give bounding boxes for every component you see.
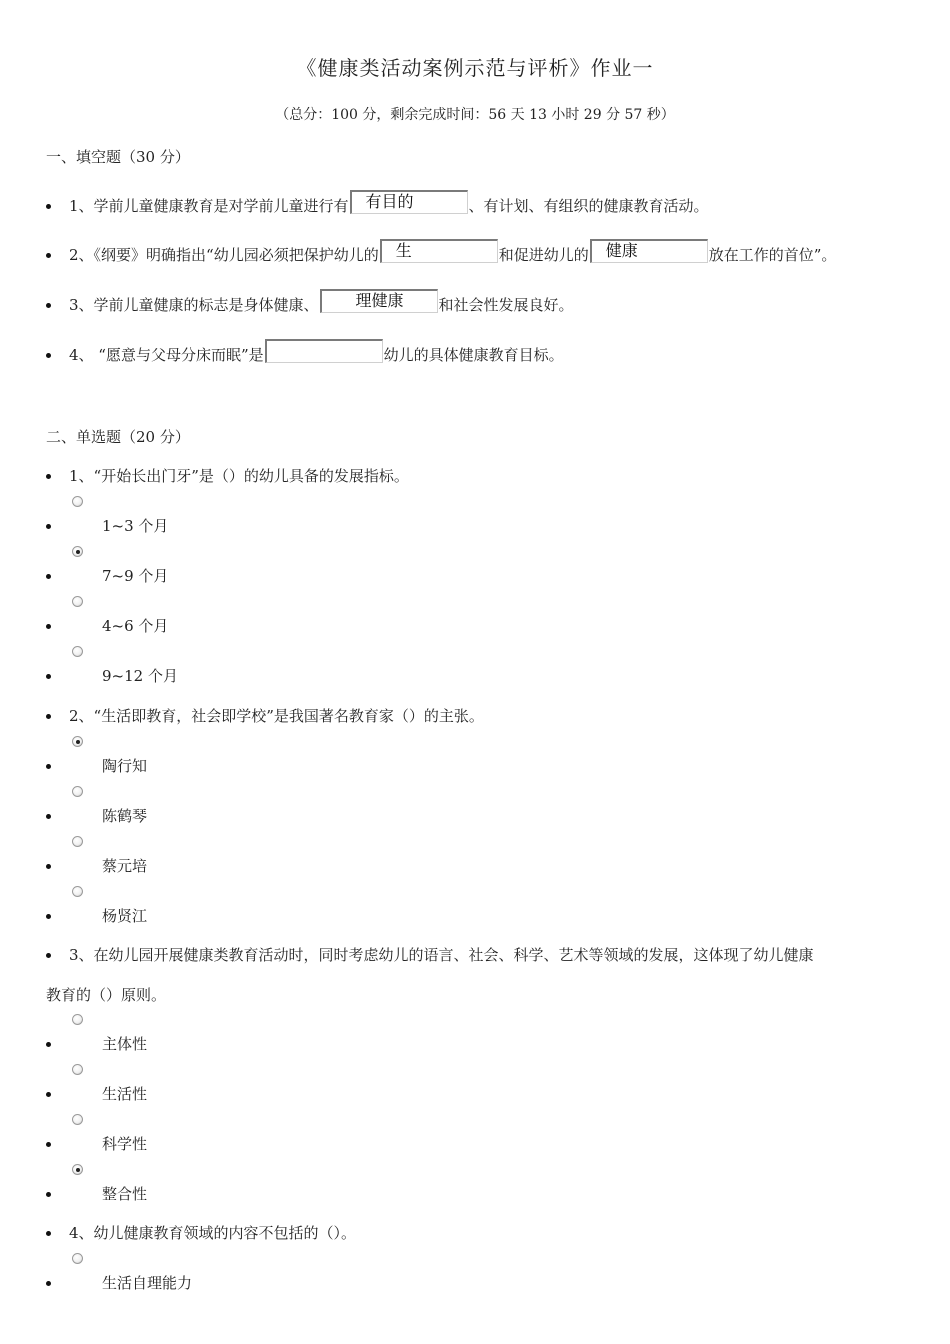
bullet	[46, 714, 51, 719]
bullet	[46, 353, 51, 358]
option-label: 杨贤江	[102, 907, 148, 925]
bullet	[46, 204, 51, 209]
fill-question-2	[46, 235, 836, 265]
section-fill-heading: 一、填空题（30 分）	[46, 148, 190, 166]
option-row	[46, 608, 169, 636]
option-label: 7~9 个月	[102, 567, 169, 585]
option-row	[46, 748, 148, 776]
bullet	[46, 1142, 51, 1147]
option-row	[46, 848, 148, 876]
question-text: 4、 “愿意与父母分床而眠”是	[69, 346, 264, 364]
radio-button[interactable]	[72, 836, 83, 847]
bullet	[46, 1042, 51, 1047]
answer-input[interactable]: 有目的	[350, 190, 468, 214]
option-row	[46, 1265, 193, 1293]
radio-button[interactable]	[72, 496, 83, 507]
bullet	[46, 1281, 51, 1286]
radio-button[interactable]	[72, 1014, 83, 1025]
single-question-1	[46, 456, 409, 486]
option-row	[46, 898, 148, 926]
single-question-4	[46, 1213, 356, 1243]
radio-button[interactable]	[72, 886, 83, 897]
option-row	[46, 658, 178, 686]
bullet	[46, 303, 51, 308]
radio-button[interactable]	[72, 596, 83, 607]
bullet	[46, 953, 51, 958]
option-label: 生活自理能力	[102, 1274, 193, 1292]
option-label: 整合性	[102, 1185, 148, 1203]
bullet	[46, 814, 51, 819]
bullet	[46, 1192, 51, 1197]
bullet	[46, 474, 51, 479]
question-text: 幼儿的具体健康教育目标。	[383, 346, 564, 364]
option-row	[46, 1026, 148, 1054]
page-title: 《健康类活动案例示范与评析》作业一	[296, 56, 654, 80]
option-label: 主体性	[102, 1035, 148, 1053]
score-and-time: （总分：100 分，剩余完成时间：56 天 13 小时 29 分 57 秒）	[275, 107, 675, 123]
option-label: 9~12 个月	[102, 667, 178, 685]
bullet	[46, 624, 51, 629]
option-label: 科学性	[102, 1135, 148, 1153]
bullet	[46, 1231, 51, 1236]
bullet	[46, 914, 51, 919]
radio-button[interactable]	[72, 1164, 83, 1175]
question-text: 2、《纲要》明确指出“幼儿园必须把保护幼儿的	[69, 246, 379, 264]
question-text: 1、学前儿童健康教育是对学前儿童进行有	[69, 197, 349, 215]
question-text: 4、幼儿健康教育领域的内容不包括的（）。	[69, 1224, 357, 1242]
single-question-3	[46, 935, 814, 965]
bullet	[46, 253, 51, 258]
question-text: 、有计划、有组织的健康教育活动。	[468, 197, 709, 215]
radio-button[interactable]	[72, 1064, 83, 1075]
option-label: 蔡元培	[102, 857, 148, 875]
answer-input[interactable]	[265, 339, 383, 363]
option-label: 陈鹤琴	[102, 807, 148, 825]
option-row	[46, 1126, 148, 1154]
question-text: 3、在幼儿园开展健康类教育活动时，同时考虑幼儿的语言、社会、科学、艺术等领域的发展，这体现了幼儿健康	[69, 946, 814, 964]
question-text: 和促进幼儿的	[498, 246, 589, 264]
radio-button[interactable]	[72, 1114, 83, 1125]
fill-question-1	[46, 186, 709, 216]
option-label: 4~6 个月	[102, 617, 169, 635]
bullet	[46, 1092, 51, 1097]
fill-question-3	[46, 285, 574, 315]
option-label: 生活性	[102, 1085, 148, 1103]
radio-button[interactable]	[72, 786, 83, 797]
answer-input[interactable]: 理健康	[320, 289, 438, 313]
option-row	[46, 1076, 148, 1104]
question-text: 1、“开始长出门牙”是（）的幼儿具备的发展指标。	[69, 467, 409, 485]
bullet	[46, 524, 51, 529]
radio-button[interactable]	[72, 1253, 83, 1264]
bullet	[46, 574, 51, 579]
option-row	[46, 798, 148, 826]
question-text: 2、“生活即教育，社会即学校”是我国著名教育家（）的主张。	[69, 707, 484, 725]
option-label: 陶行知	[102, 757, 148, 775]
single-question-2	[46, 696, 484, 726]
answer-input[interactable]: 生	[380, 239, 498, 263]
option-label: 1~3 个月	[102, 517, 169, 535]
option-row	[46, 1176, 148, 1204]
bullet	[46, 864, 51, 869]
fill-question-4	[46, 335, 564, 365]
radio-button[interactable]	[72, 546, 83, 557]
question-text-continued: 教育的（）原则。	[46, 986, 167, 1004]
question-text: 和社会性发展良好。	[438, 296, 574, 314]
radio-button[interactable]	[72, 646, 83, 657]
answer-input[interactable]: 健康	[590, 239, 708, 263]
option-row	[46, 508, 169, 536]
bullet	[46, 674, 51, 679]
question-text: 3、学前儿童健康的标志是身体健康、	[69, 296, 319, 314]
question-text: 放在工作的首位”。	[708, 246, 837, 264]
section-single-heading: 二、单选题（20 分）	[46, 428, 190, 446]
option-row	[46, 558, 169, 586]
radio-button[interactable]	[72, 736, 83, 747]
bullet	[46, 764, 51, 769]
